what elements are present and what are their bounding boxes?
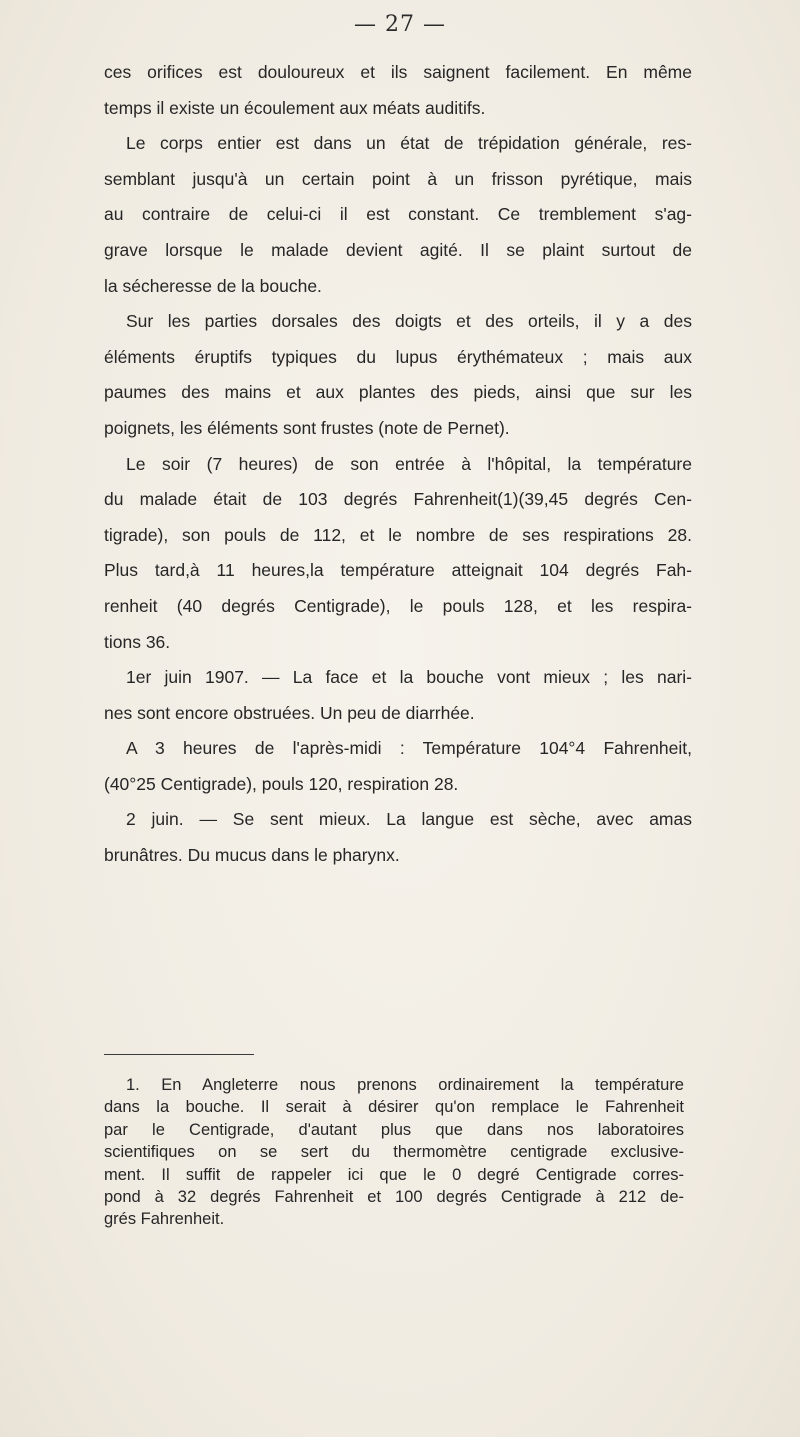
text-line: grave lorsque le malade devient agité. Il se plaint surtout de	[104, 239, 692, 260]
text-line: au contraire de celui-ci il est constant. Ce tremblement s'ag-	[104, 204, 692, 225]
text-line: brunâtres. Du mucus dans le pharynx.	[104, 845, 400, 866]
text-line: temps il existe un écoulement aux méats auditifs.	[104, 97, 486, 118]
text-line: tions 36.	[104, 631, 171, 652]
footnote-line: ment. Il suffit de rappeler ici que le 0 degré Centigrade corres-	[104, 1165, 684, 1184]
text-line: nes sont encore obstruées. Un peu de diarrhée.	[104, 702, 475, 723]
text-line: Le corps entier est dans un état de trépidation générale, res-	[126, 133, 692, 154]
page-number: — 27 —	[354, 12, 446, 37]
footnote-line: pond à 32 degrés Fahrenheit et 100 degrés Centigrade à 212 de-	[104, 1188, 684, 1207]
text-line: A 3 heures de l'après-midi : Température 104°4 Fahrenheit,	[126, 738, 692, 759]
text-line: Le soir (7 heures) de son entrée à l'hôpital, la température	[126, 453, 692, 474]
text-line: Sur les parties dorsales des doigts et des orteils, il y a des	[126, 311, 692, 332]
text-line: la sécheresse de la bouche.	[104, 275, 322, 296]
text-line: renheit (40 degrés Centigrade), le pouls 128, et les respira-	[104, 595, 692, 616]
text-line: semblant jusqu'à un certain point à un frisson pyrétique, mais	[104, 168, 692, 189]
text-line: 2 juin. — Se sent mieux. La langue est sèche, avec amas	[126, 809, 692, 830]
footnote-line: grés Fahrenheit.	[104, 1210, 225, 1229]
text-line: éléments éruptifs typiques du lupus érythémateux ; mais aux	[104, 346, 692, 367]
footnote-line: 1. En Angleterre nous prenons ordinairement la température	[126, 1076, 684, 1094]
text-line: paumes des mains et aux plantes des pieds, ainsi que sur les	[104, 382, 692, 403]
text-line: poignets, les éléments sont frustes (note de Pernet).	[104, 417, 510, 438]
text-line: Plus tard,à 11 heures,la température atteignait 104 degrés Fah-	[104, 560, 692, 581]
text-line: du malade était de 103 degrés Fahrenheit(1)(39,45 degrés Cen-	[104, 489, 692, 510]
footnote-line: par le Centigrade, d'autant plus que dans nos laboratoires	[104, 1120, 684, 1139]
text-line: tigrade), son pouls de 112, et le nombre de ses respirations 28.	[104, 524, 692, 545]
footnote-line: dans la bouche. Il serait à désirer qu'on remplace le Fahrenheit	[104, 1098, 684, 1117]
text-line: 1er juin 1907. — La face et la bouche vont mieux ; les nari-	[126, 667, 692, 688]
footnote-line: scientifiques on se sert du thermomètre centigrade exclusive-	[104, 1143, 684, 1162]
main-text	[104, 55, 692, 874]
footnote-divider	[104, 1054, 254, 1055]
footnote	[104, 1074, 684, 1231]
text-line: (40°25 Centigrade), pouls 120, respiration 28.	[104, 773, 459, 794]
text-line: ces orifices est douloureux et ils saignent facilement. En même	[104, 62, 692, 82]
